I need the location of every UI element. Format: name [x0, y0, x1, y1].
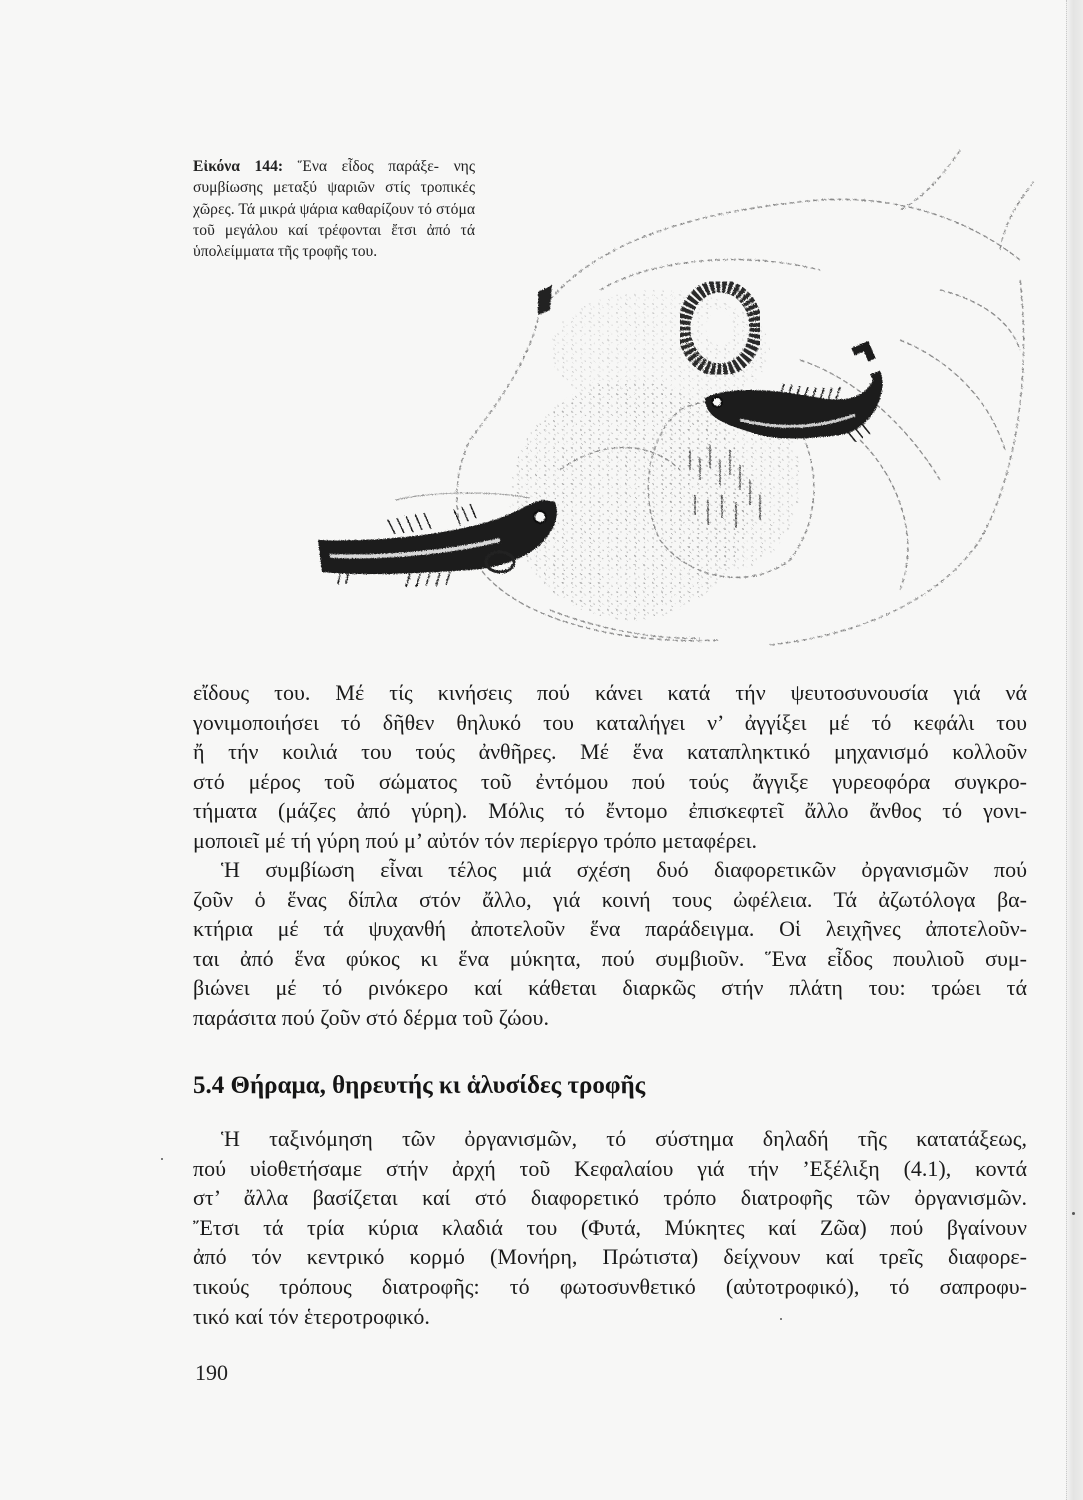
caption-line: μεγάλου καί τρέφονται ἔτσι ἀπό: [224, 221, 451, 239]
text-line: τικούς τρόπους διατροφῆς: τό φωτοσυνθετικό (αὐτοτροφικό), τό σαπροφυ-: [193, 1273, 1027, 1299]
text-line: τήματα (μάζες ἀπό γύρη). Μόλις τό ἔντομο ἐπισκεφτεῖ ἄλλο ἄνθος τό γονι-: [193, 798, 1027, 824]
text-line: πού υἱοθετήσαμε στήν ἀρχή τοῦ Κεφαλαίου γιά τήν ’Εξέλιξη (4.1), κοντά: [193, 1155, 1027, 1181]
text-line: Ἡ ταξινόμηση τῶν ὀργανισμῶν, τό σύστημα δηλαδή τῆς κατατάξεως,: [221, 1126, 1027, 1151]
caption-line: ψάρια καθαρίζουν τό στόμα τοῦ: [193, 200, 476, 239]
text-line: στό μέρος τοῦ σώματος τοῦ ἐντόμου πού τούς ἄγγιξε γυρεοφόρα συγκρο-: [193, 768, 1027, 794]
text-line: Ἡ συμβίωση εἶναι τέλος μιά σχέση δυό διαφορετικῶν ὀργανισμῶν πού: [221, 857, 1027, 882]
page-binding-edge: [1066, 0, 1083, 1500]
caption-line: στίς τροπικές χῶρες. Τά μικρά: [193, 179, 475, 218]
text-line: ζοῦν ὁ ἕνας δίπλα στόν ἄλλο, γιά κοινή τους ὠφέλεια. Τά ἀζωτόλογα βα-: [193, 886, 1027, 912]
text-line: βιώνει μέ τό ρινόκερο καί κάθεται διαρκῶς στήν πλάτη του: τρώει τά: [193, 975, 1027, 1001]
text-line: γονιμοποιήσει τό δῆθεν θηλυκό του καταλήγει ν’ ἀγγίξει μέ τό κεφάλι του: [193, 709, 1027, 735]
text-line: παράσιτα πού ζοῦν στό δέρμα τοῦ ζώου.: [193, 1004, 549, 1030]
caption-line: Ἕνα εἶδος παράξε-: [297, 158, 439, 175]
text-line: στ’ ἄλλα βασίζεται καί στό διαφορετικό τρόπο διατροφῆς τῶν ὀργανισμῶν.: [193, 1185, 1027, 1211]
text-line: ἤ τήν κοιλιά του τούς ἀνθῆρες. Μέ ἕνα καταπληκτικό μηχανισμό κολλοῦν: [193, 739, 1027, 765]
paragraph-symbiosis: [193, 855, 1027, 1033]
text-line: κτήρια μέ τά ψυχανθή ἀποτελοῦν ἕνα παράδειγμα. Οἱ λειχῆνες ἀποτελοῦν-: [193, 916, 1027, 942]
figure-label: Εἰκόνα 144:: [193, 158, 284, 175]
text-line: τικό καί τόν ἑτεροτροφικό.: [193, 1303, 430, 1329]
text-line: Ἔτσι τά τρία κύρια κλαδιά του (Φυτά, Μύκητες καί Ζῶα) πού βγαίνουν: [193, 1214, 1027, 1240]
caption-line: τά ὑπολείμματα τῆς τροφῆς του.: [193, 221, 475, 261]
fish-illustration: [297, 140, 1040, 660]
text-line: ἀπό τόν κεντρικό κορμό (Μονήρη, Πρώτιστα) δείχνουν καί τρεῖς διαφορε-: [193, 1244, 1027, 1270]
caption-line: νης συμβίωσης μεταξύ ψαριῶν: [193, 158, 475, 197]
paragraph-continued: [193, 678, 1027, 856]
scan-speck: [1072, 1212, 1075, 1215]
stipple-shading: [510, 290, 800, 620]
scan-speck: [161, 1158, 163, 1160]
text-line: μοποιεῖ μέ τή γύρη πού μ’ αὐτόν τόν περίεργο τρόπο μεταφέρει.: [193, 827, 758, 853]
page-number: 190: [195, 1360, 228, 1385]
text-line: ται ἀπό ἕνα φύκος κι ἕνα μύκητα, πού συμβιοῦν. Ἕνα εἶδος πουλιοῦ συμ-: [193, 945, 1027, 971]
scan-speck: [780, 1318, 782, 1320]
text-line: εἴδους του. Μέ τίς κινήσεις πού κάνει κατά τήν ψευτοσυνουσία γιά νά: [193, 680, 1027, 705]
paragraph-classification: [193, 1124, 1027, 1331]
section-heading: 5.4 Θήραμα, θηρευτής κι ἁλυσίδες τροφῆς: [193, 1072, 646, 1099]
